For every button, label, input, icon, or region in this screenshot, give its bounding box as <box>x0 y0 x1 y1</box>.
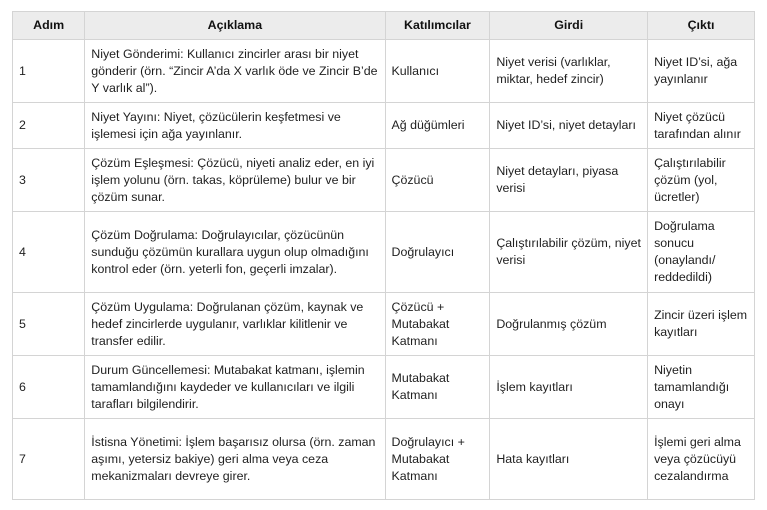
cell-description: Niyet Gönderimi: Kullanıcı zincirler arası bir niyet gönderir (örn. “Zincir A’da X varlık öde ve Zincir B’de Y varlık al”). <box>85 40 385 103</box>
cell-input: Çalıştırılabilir çözüm, niyet verisi <box>490 212 648 293</box>
cell-step: 7 <box>13 419 85 500</box>
table-row <box>13 40 755 103</box>
cell-output: İşlemi geri alma veya çözücüyü cezalandırma <box>648 419 755 500</box>
header-description: Açıklama <box>85 12 385 40</box>
header-input: Girdi <box>490 12 648 40</box>
cell-step: 3 <box>13 149 85 212</box>
cell-input: Niyet verisi (varlıklar, miktar, hedef zincir) <box>490 40 648 103</box>
header-output: Çıktı <box>648 12 755 40</box>
cell-description: İstisna Yönetimi: İşlem başarısız olursa (örn. zaman aşımı, yetersiz bakiye) geri alma veya ceza mekanizmaları devreye girer. <box>85 419 385 500</box>
table-row <box>13 419 755 500</box>
process-table <box>12 11 755 500</box>
cell-description: Niyet Yayını: Niyet, çözücülerin keşfetmesi ve işlemesi için ağa yayınlanır. <box>85 103 385 149</box>
cell-input: Doğrulanmış çözüm <box>490 293 648 356</box>
cell-output: Niyetin tamamlandığı onayı <box>648 356 755 419</box>
cell-output: Doğrulama sonucu (onaylandı/ reddedildi) <box>648 212 755 293</box>
cell-description: Çözüm Uygulama: Doğrulanan çözüm, kaynak ve hedef zincirlerde uygulanır, varlıklar kilitlenir ve transfer edilir. <box>85 293 385 356</box>
cell-participants: Ağ düğümleri <box>385 103 490 149</box>
cell-input: İşlem kayıtları <box>490 356 648 419</box>
cell-output: Zincir üzeri işlem kayıtları <box>648 293 755 356</box>
header-participants: Katılımcılar <box>385 12 490 40</box>
cell-description: Durum Güncellemesi: Mutabakat katmanı, işlemin tamamlandığını kaydeder ve kullanıcıları ve ilgili tarafları bilgilendirir. <box>85 356 385 419</box>
cell-participants: Çözücü + Mutabakat Katmanı <box>385 293 490 356</box>
cell-input: Niyet detayları, piyasa verisi <box>490 149 648 212</box>
cell-participants: Doğrulayıcı + Mutabakat Katmanı <box>385 419 490 500</box>
cell-step: 2 <box>13 103 85 149</box>
table-row <box>13 103 755 149</box>
cell-output: Niyet çözücü tarafından alınır <box>648 103 755 149</box>
cell-output: Niyet ID’si, ağa yayınlanır <box>648 40 755 103</box>
table-row <box>13 356 755 419</box>
cell-description: Çözüm Eşleşmesi: Çözücü, niyeti analiz eder, en iyi işlem yolunu (örn. takas, köprüleme) bulur ve bir çözüm sunar. <box>85 149 385 212</box>
table-body <box>13 40 755 500</box>
cell-participants: Mutabakat Katmanı <box>385 356 490 419</box>
cell-output: Çalıştırılabilir çözüm (yol, ücretler) <box>648 149 755 212</box>
cell-step: 5 <box>13 293 85 356</box>
cell-input: Niyet ID’si, niyet detayları <box>490 103 648 149</box>
cell-participants: Çözücü <box>385 149 490 212</box>
cell-input: Hata kayıtları <box>490 419 648 500</box>
table-row <box>13 149 755 212</box>
cell-participants: Kullanıcı <box>385 40 490 103</box>
header-step: Adım <box>13 12 85 40</box>
cell-step: 4 <box>13 212 85 293</box>
cell-participants: Doğrulayıcı <box>385 212 490 293</box>
table-row <box>13 293 755 356</box>
table-row <box>13 212 755 293</box>
cell-description: Çözüm Doğrulama: Doğrulayıcılar, çözücünün sunduğu çözümün kurallara uygun olup olmadığını kontrol eder (örn. yeterli fon, geçerli imzalar). <box>85 212 385 293</box>
process-table-container <box>12 11 755 500</box>
table-header <box>13 12 755 40</box>
cell-step: 6 <box>13 356 85 419</box>
cell-step: 1 <box>13 40 85 103</box>
header-row <box>13 12 755 40</box>
